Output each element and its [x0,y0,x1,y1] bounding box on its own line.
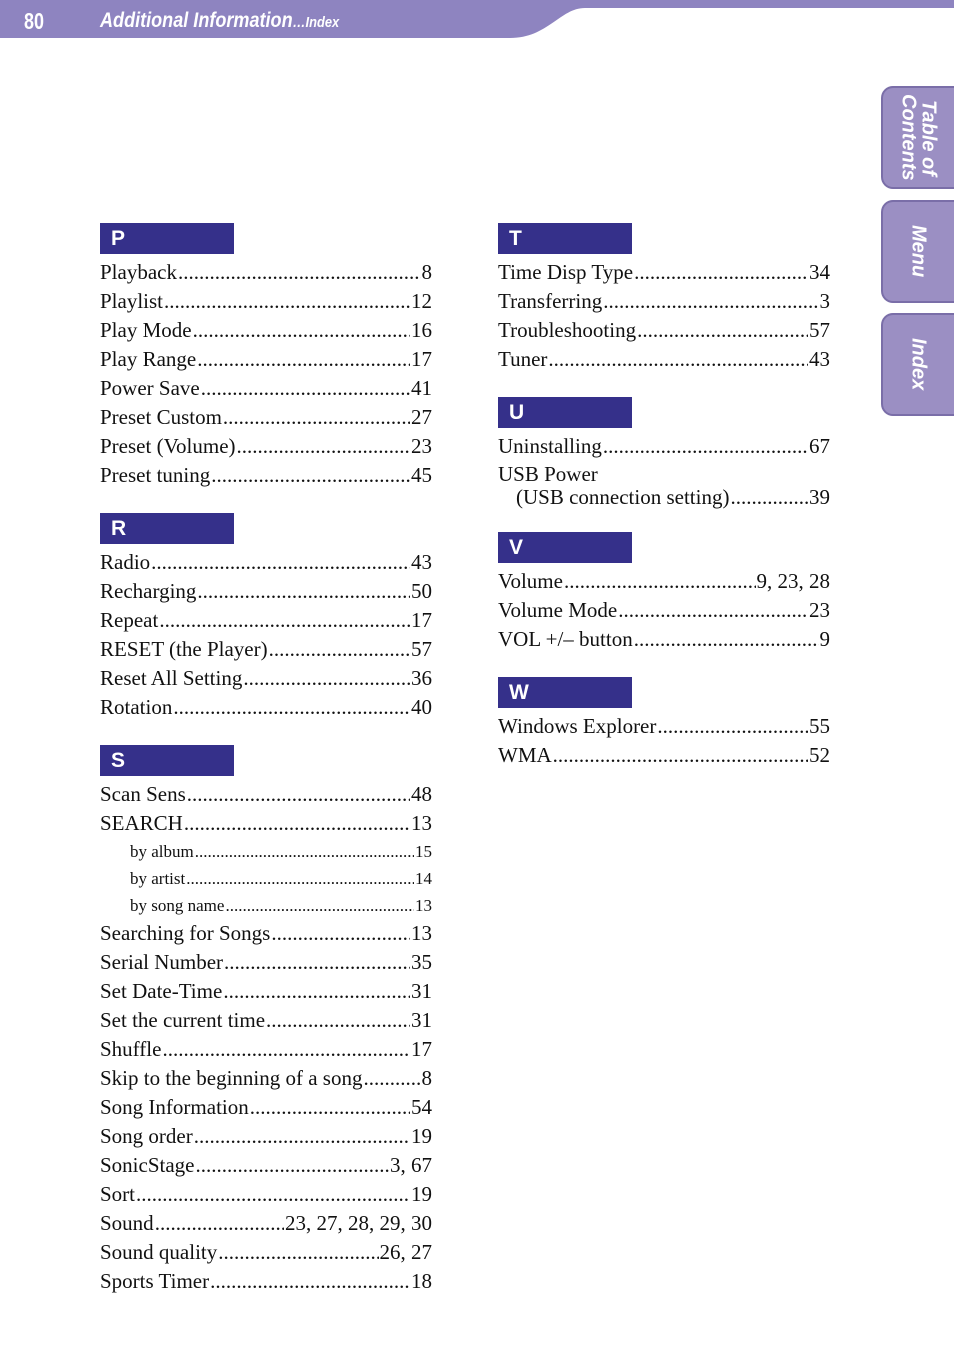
entry-term: SonicStage [100,1153,195,1177]
dot-leader [553,741,808,770]
entry-term: Set Date-Time [100,979,223,1003]
entry-page: 35 [411,950,432,974]
entry-page: 41 [411,376,432,400]
dot-leader [197,577,410,606]
dot-leader [136,1180,410,1209]
index-entry[interactable] [498,258,830,287]
index-section [100,513,432,722]
entry-list [100,780,432,1296]
page-header [0,0,954,40]
entry-page: 8 [421,1066,432,1090]
index-entry[interactable] [100,1093,432,1122]
entry-page: 13 [411,811,432,835]
entry-page: 3, 67 [390,1153,432,1177]
entry-page: 12 [411,289,432,313]
entry-page: 67 [809,434,830,458]
entry-page: 17 [411,347,432,371]
dot-leader [618,596,808,625]
tab-menu[interactable] [881,200,954,303]
dot-leader [218,1238,378,1267]
entry-term: Song Information [100,1095,249,1119]
index-entry[interactable] [100,1035,432,1064]
entry-continuation [498,486,830,509]
index-column-right [498,223,830,793]
page-number: 80 [24,8,44,34]
entry-term: Volume [498,569,563,593]
entry-term: Repeat [100,608,159,632]
entry-term: Searching for Songs [100,921,271,945]
index-entry[interactable] [100,577,432,606]
dot-leader [271,919,410,948]
index-entry[interactable] [100,1064,432,1093]
entry-term: WMA [498,743,552,767]
entry-term: Serial Number [100,950,224,974]
index-entry[interactable] [498,345,830,374]
entry-page: 43 [809,347,830,371]
entry-term: Play Range [100,347,197,371]
dot-leader [363,1064,420,1093]
entry-page: 40 [411,695,432,719]
dot-leader [178,258,421,287]
entry-page: 9, 23, 28 [756,569,830,593]
entry-page: 17 [411,608,432,632]
index-entry[interactable] [100,948,432,977]
entry-page: 19 [411,1124,432,1148]
entry-term: Sort [100,1182,136,1206]
dot-leader [159,606,410,635]
entry-term: Uninstalling [498,434,602,458]
section-letter: R [100,513,234,544]
entry-page: 17 [411,1037,432,1061]
entry-page: 57 [809,318,830,342]
index-entry[interactable] [100,316,432,345]
index-entry[interactable] [100,432,432,461]
dot-leader [201,374,410,403]
entry-page: 54 [411,1095,432,1119]
dot-leader [266,1006,410,1035]
entry-term: Shuffle [100,1037,162,1061]
entry-page: 52 [809,743,830,767]
entry-term: by album [130,842,194,861]
index-entry[interactable] [498,596,830,625]
index-entry[interactable] [100,1238,432,1267]
index-entry[interactable] [100,374,432,403]
index-entry[interactable] [100,345,432,374]
entry-term: Sound quality [100,1240,218,1264]
section-letter: U [498,397,632,428]
tab-label: Index [907,338,930,391]
breadcrumb-section[interactable]: Additional Information [100,9,293,32]
dot-leader [269,635,410,664]
index-section [498,677,830,770]
index-entry[interactable] [498,432,830,461]
section-letter: V [498,532,632,563]
dot-leader [184,809,410,838]
entry-page: 36 [411,666,432,690]
dot-leader [162,1035,410,1064]
dot-leader [195,838,414,865]
index-entry[interactable] [100,809,432,838]
section-letter: T [498,223,632,254]
entry-term: Scan Sens [100,782,186,806]
index-entry[interactable] [100,1180,432,1209]
entry-term: Set the current time [100,1008,266,1032]
dot-leader [548,345,808,374]
dot-leader [730,486,808,509]
entry-page: 55 [809,714,830,738]
index-section [100,223,432,490]
entry-page: 45 [411,463,432,487]
entry-term: Skip to the beginning of a song [100,1066,363,1090]
entry-term: RESET (the Player) [100,637,268,661]
entry-term: Song order [100,1124,193,1148]
dot-leader [637,316,808,345]
tab-table-of-contents[interactable] [881,86,954,189]
entry-list [498,258,830,374]
index-section [498,532,830,654]
index-entry[interactable] [498,463,830,509]
entry-list [498,432,830,509]
entry-page: 13 [411,921,432,945]
entry-page: 31 [411,1008,432,1032]
dot-leader [603,287,818,316]
entry-page: 23 [411,434,432,458]
section-letter: W [498,677,632,708]
dot-leader [223,977,410,1006]
index-entry[interactable] [100,548,432,577]
index-entry[interactable] [100,287,432,316]
entry-term: Rotation [100,695,173,719]
index-column-left [100,223,432,1319]
dot-leader [634,258,808,287]
entry-term: Play Mode [100,318,192,342]
index-entry[interactable] [100,1209,432,1238]
dot-leader [564,567,756,596]
section-letter: S [100,745,234,776]
dot-leader [197,345,410,374]
entry-page: 9 [819,627,830,651]
entry-term: Volume Mode [498,598,618,622]
tab-label: Table of Contents [897,94,940,181]
index-entry[interactable] [100,780,432,809]
dot-leader [173,693,410,722]
entry-term: Preset tuning [100,463,211,487]
entry-page: 27 [411,405,432,429]
entry-term: Sound [100,1211,154,1235]
dot-leader [603,432,808,461]
entry-page: 23, 27, 28, 29, 30 [285,1211,432,1235]
dot-leader [187,780,410,809]
entry-term: by song name [130,896,225,915]
index-entry[interactable] [100,919,432,948]
entry-term: Power Save [100,376,200,400]
index-entry[interactable] [100,1267,432,1296]
entry-term: Tuner [498,347,548,371]
index-entry[interactable] [498,741,830,770]
dot-leader [224,948,410,977]
index-entry[interactable] [100,461,432,490]
index-entry[interactable] [100,693,432,722]
dot-leader [634,625,819,654]
entry-term: by artist [130,869,186,888]
dot-leader [243,664,410,693]
entry-page: 48 [411,782,432,806]
entry-page: 13 [415,896,432,915]
index-entry[interactable] [100,606,432,635]
breadcrumb-separator: … [292,14,306,31]
entry-page: 26, 27 [379,1240,432,1264]
index-section [100,745,432,1296]
entry-term: Transferring [498,289,603,313]
entry-page: 23 [809,598,830,622]
entry-page: 8 [421,260,432,284]
index-entry[interactable] [100,1151,432,1180]
entry-term: Troubleshooting [498,318,637,342]
entry-term: USB Power [498,463,598,486]
dot-leader [225,892,414,919]
index-entry[interactable] [498,567,830,596]
entry-list [498,712,830,770]
dot-leader [196,1151,390,1180]
dot-leader [194,1122,410,1151]
dot-leader [223,403,410,432]
entry-term: Sports Timer [100,1269,210,1293]
dot-leader [250,1093,410,1122]
index-entry[interactable] [100,258,432,287]
index-entry[interactable] [498,625,830,654]
tab-label: Menu [907,225,930,278]
entry-term: Preset (Volume) [100,434,236,458]
dot-leader [164,287,410,316]
entry-page: 34 [809,260,830,284]
entry-term: Playback [100,260,177,284]
entry-page: 50 [411,579,432,603]
entry-term: Reset All Setting [100,666,243,690]
entry-term: Recharging [100,579,197,603]
entry-term: Playlist [100,289,164,313]
entry-term: Preset Custom [100,405,222,429]
tab-index[interactable] [881,313,954,416]
entry-page: 14 [415,869,432,888]
entry-page: 3 [819,289,830,313]
entry-term: Windows Explorer [498,714,657,738]
dot-leader [151,548,410,577]
entry-page: 18 [411,1269,432,1293]
index-entry[interactable] [498,712,830,741]
entry-page: 57 [411,637,432,661]
index-section [498,223,830,374]
entry-page: 15 [415,842,432,861]
entry-page: 16 [411,318,432,342]
dot-leader [657,712,808,741]
section-letter: P [100,223,234,254]
entry-term: Time Disp Type [498,260,634,284]
breadcrumb [100,9,339,33]
index-entry[interactable] [100,838,432,865]
entry-list [100,258,432,490]
entry-page: 43 [411,550,432,574]
entry-term: SEARCH [100,811,183,835]
entry-term: Radio [100,550,151,574]
entry-page: 19 [411,1182,432,1206]
dot-leader [210,1267,410,1296]
entry-list [100,548,432,722]
index-entry[interactable] [498,316,830,345]
dot-leader [193,316,410,345]
entry-term-detail: (USB connection setting) [516,485,730,509]
entry-page: 39 [809,485,830,509]
breadcrumb-subsection: Index [305,14,340,31]
index-entry[interactable] [100,1122,432,1151]
dot-leader [237,432,410,461]
dot-leader [211,461,410,490]
entry-term: VOL +/– button [498,627,633,651]
index-entry[interactable] [100,1006,432,1035]
index-entry[interactable] [100,977,432,1006]
entry-list [498,567,830,654]
dot-leader [155,1209,284,1238]
index-entry[interactable] [100,403,432,432]
index-entry[interactable] [100,635,432,664]
index-section [498,397,830,509]
entry-page: 31 [411,979,432,1003]
index-entry[interactable] [100,892,432,919]
index-entry[interactable] [498,287,830,316]
index-entry[interactable] [100,865,432,892]
dot-leader [186,865,414,892]
index-entry[interactable] [100,664,432,693]
